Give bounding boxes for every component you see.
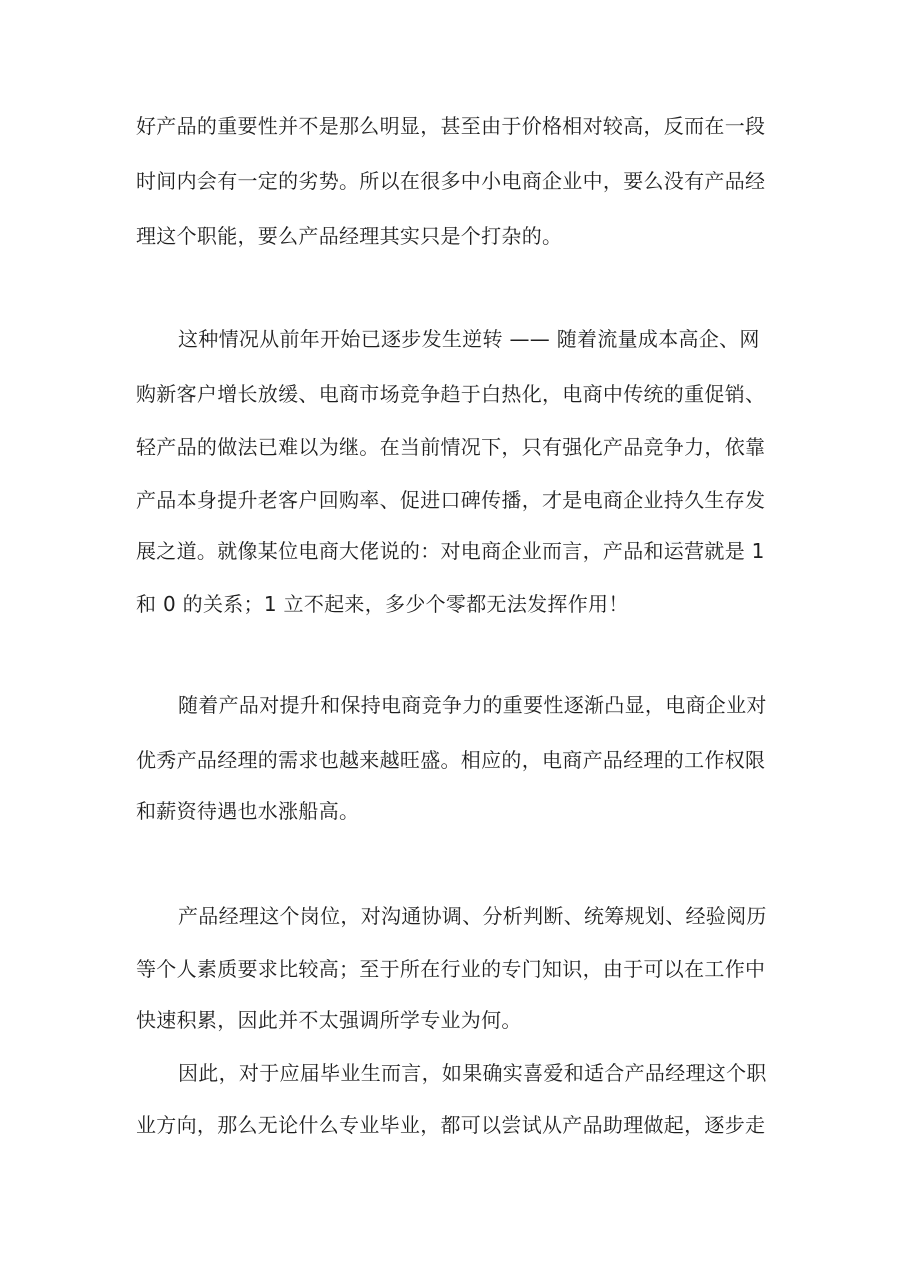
- paragraph-4-line-3: 快速积累，因此并不太强调所学专业为何。: [136, 1008, 522, 1032]
- paragraph-2-line-4: 产品本身提升老客户回购率、促进口碑传播，才是电商企业持久生存发: [136, 488, 766, 512]
- paragraph-2-line-3: 轻产品的做法已难以为继。在当前情况下，只有强化产品竞争力，依靠: [136, 435, 766, 459]
- paragraph-2-line-5: 展之道。就像某位电商大佬说的：对电商企业而言，产品和运营就是 1: [136, 539, 765, 563]
- paragraph-1-line-3: 理这个职能，要么产品经理其实只是个打杂的。: [136, 224, 563, 248]
- paragraph-5-line-1: 因此，对于应届毕业生而言，如果确实喜爱和适合产品经理这个职: [178, 1061, 767, 1085]
- paragraph-3-line-3: 和薪资待遇也水涨船高。: [136, 799, 360, 823]
- paragraph-3-line-2: 优秀产品经理的需求也越来越旺盛。相应的，电商产品经理的工作权限: [136, 748, 766, 772]
- paragraph-3-line-1: 随着产品对提升和保持电商竞争力的重要性逐渐凸显，电商企业对: [178, 693, 767, 717]
- paragraph-2-line-1: 这种情况从前年开始已逐步发生逆转 —— 随着流量成本高企、网: [178, 327, 760, 351]
- paragraph-1-line-2: 时间内会有一定的劣势。所以在很多中小电商企业中，要么没有产品经: [136, 169, 766, 193]
- paragraph-4-line-2: 等个人素质要求比较高；至于所在行业的专门知识，由于可以在工作中: [136, 957, 766, 981]
- paragraph-2-line-2: 购新客户增长放缓、电商市场竞争趋于白热化，电商中传统的重促销、: [136, 382, 766, 406]
- paragraph-1-line-1: 好产品的重要性并不是那么明显，甚至由于价格相对较高，反而在一段: [136, 114, 766, 138]
- paragraph-2-line-6: 和 0 的关系；1 立不起来，多少个零都无法发挥作用！: [136, 592, 629, 616]
- paragraph-5-line-2: 业方向，那么无论什么专业毕业，都可以尝试从产品助理做起，逐步走: [136, 1113, 766, 1137]
- paragraph-4-line-1: 产品经理这个岗位，对沟通协调、分析判断、统筹规划、经验阅历: [178, 904, 767, 928]
